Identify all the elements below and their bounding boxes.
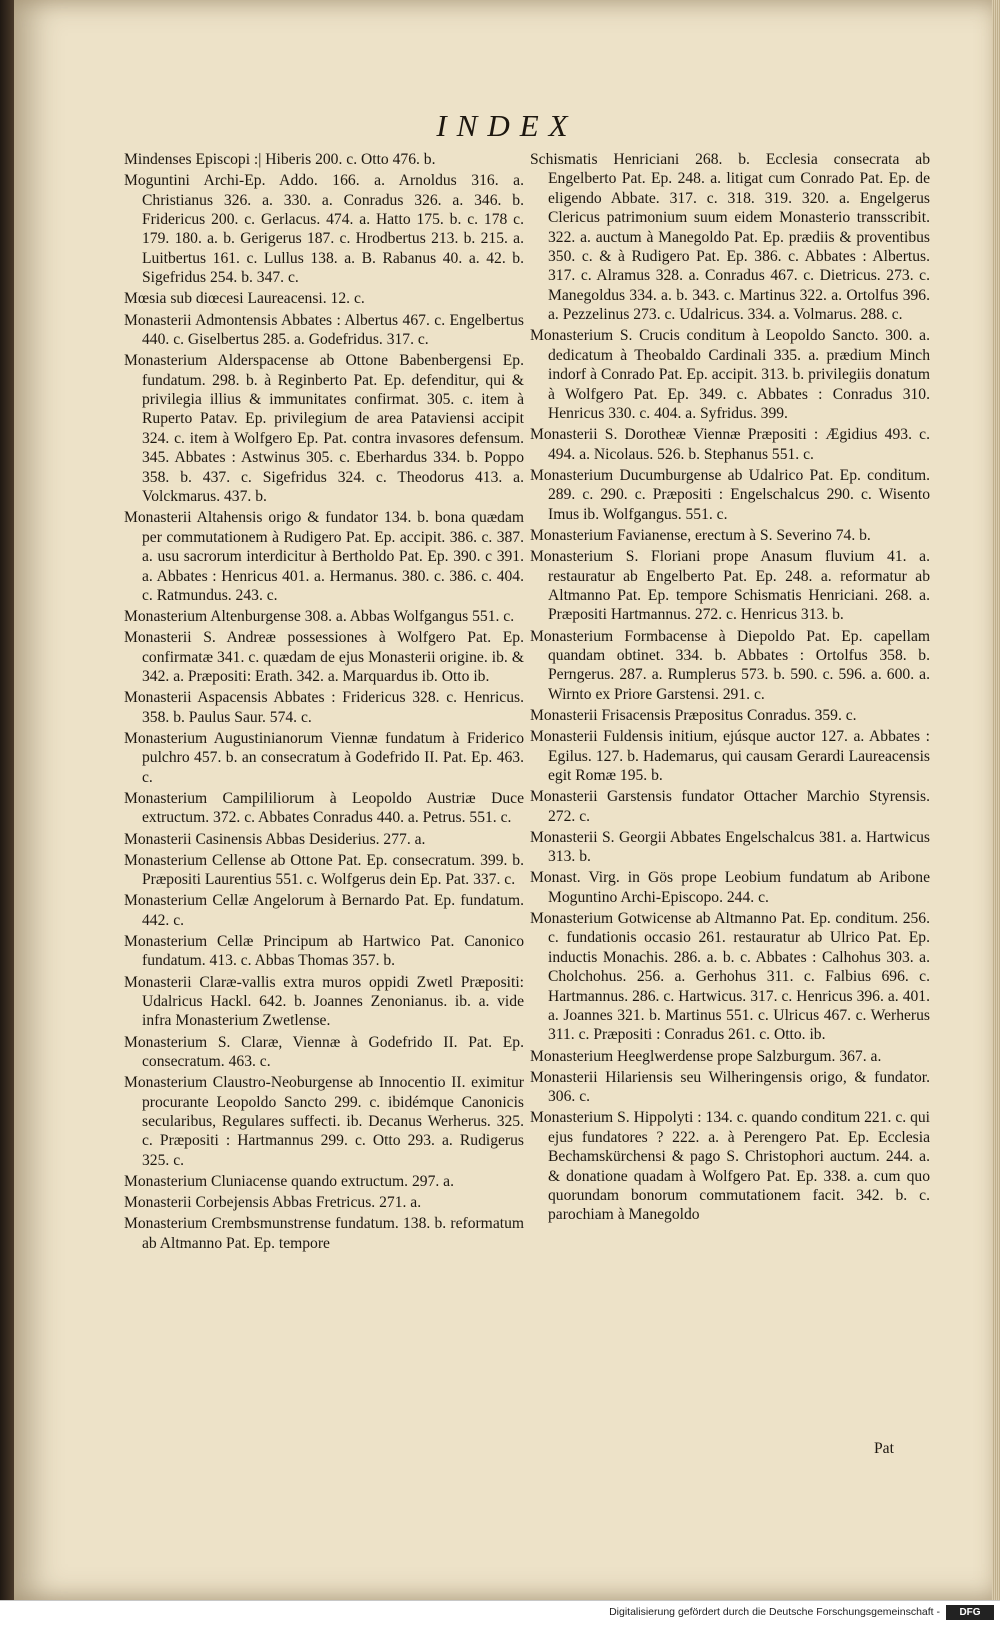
index-entry: Monasterium Gotwicense ab Altmanno Pat. Ep. conditum. 256. c. fundationis occasio 261. restauratur ab Ulrico Pat. Ep. inductis Monachis. 286. a. b. c. Abbates : Calhohus 303. a. Cholchohus. 256. a. Gerhohus 311. c. Falbius 696. c. Hartmannus. 286. c. Hartwicus. 317. c. Henricus 396. a. 401. a. Joannes 321. b. Martinus 551. c. Ulricus 467. c. Werherus 311. c. Præpositi : Conradus 261. c. Otto. ib. [530,910,930,1044]
funding-credit: Digitalisierung gefördert durch die Deutsche Forschungsgemeinschaft - [609,1606,940,1618]
index-entry: Monasterii Corbejensis Abbas Fretricus. 271. a. [124,1194,422,1212]
index-entry: Mindenses Episcopi :| Hiberis 200. c. Otto 476. b. [124,151,436,168]
index-entry: Monasterium Ducumburgense ab Udalrico Pat. Ep. conditum. 289. c. 290. c. Præpositi : Engelschalcus 290. c. Wisento Imus ib. Wolfgangus. 551. c. [530,466,930,523]
index-entry: Monasterii Altahensis origo & fundator 134. b. bona quædam per commutationem à Rudigero Pat. Ep. accipit. 386. c. 387. a. usu sacrorum interdicitur à Bertholdo Pat. Ep. 390. c 391. a. Abbates : Henricus 401. a. Hermanus. 380. c. 386. c. 404. c. Ratmundus. 243. c. [124,509,524,604]
index-entry: Monasterium Heeglwerdense prope Salzburgum. 367. a. [530,1047,882,1065]
running-header: INDEX [436,108,578,143]
index-entry: Monasterium S. Crucis conditum à Leopoldo Sancto. 300. a. dedicatum à Theobaldo Cardinali 335. a. prædium Minch indorf à Conrado Pat. Ep. accipit. 313. b. privilegiis donatum à Wolfgero Pat. Ep. 349. c. Abbates : Conradus 310. Henricus 330. c. 404. a. Syfridus. 399. [530,327,930,423]
index-entry: Monasterium Cluniacense quando extructum. 297. a. [124,1173,454,1191]
index-entry: Monasterii Casinensis Abbas Desiderius. 277. a. [124,830,426,848]
index-column-right [530,150,930,1227]
index-entry: Monasterii Admontensis Abbates : Albertus 467. c. Engelbertus 440. c. Giselbertus 285. a. Godefridus. 317. c. [124,311,524,349]
index-entry: Moguntini Archi-Ep. Addo. 166. a. Arnoldus 316. a. Christianus 326. a. 330. a. Conradus 326. a. 346. b. Fridericus 200. c. Gerlacus. 474. a. Hatto 175. b. c. 178 c. 179. 180. a. b. Gerigerus 187. c. Hrodbertus 213. b. 215. a. Luitbertus 161. c. Lullus 138. a. B. Rabanus 40. a. 42. b. Sigefridus 254. b. 347. c. [124,172,524,287]
index-entry: Monasterium Campililiorum à Leopoldo Austriæ Duce extructum. 372. c. Abbates Conradus 440. a. Petrus. 551. c. [124,789,524,827]
index-entry: Monasterii S. Georgii Abbates Engelschalcus 381. a. Hartwicus 313. b. [530,828,930,866]
index-entry: Monasterium Favianense, erectum à S. Severino 74. b. [530,526,871,544]
index-entry: Monasterii Aspacensis Abbates : Fridericus 328. c. Henricus. 358. b. Paulus Saur. 574. c. [124,689,524,726]
index-entry: Monasterium Augustinianorum Viennæ fundatum à Friderico pulchro 457. b. an consecratum à Godefrido II. Pat. Ep. 463. c. [124,729,524,786]
index-entry: Monasterium Cellense ab Ottone Pat. Ep. consecratum. 399. b. Præpositi Laurentius 551. c. Wolfgerus dein Ep. Pat. 337. c. [124,851,524,889]
index-entry: Monasterii Claræ-vallis extra muros oppidi Zwetl Præpositi: Udalricus Hackl. 642. b. Joannes Zenonianus. ib. a. vide infra Monasterium Zwetlense. [124,973,524,1030]
index-entry: Monasterium S. Floriani prope Anasum fluvium 41. a. restauratur ab Engelberto Pat. Ep. 248. a. reformatur ab Altmanno Pat. Ep. tempore Schismatis Henriciani. 268. a. Præpositi Hartmannus. 272. c. Henricus 313. b. [530,548,930,624]
index-entry: Monasterii Hilariensis seu Wilheringensis origo, & fundator. 306. c. [530,1068,930,1106]
book-spine-edge [0,0,14,1600]
index-entry: Monasterii Fuldensis initium, ejúsque auctor 127. a. Abbates : Egilus. 127. b. Hademarus, qui causam Gerardi Laureacensis egit Romæ 195. b. [530,728,930,784]
index-column-left [124,150,524,1255]
index-entry: Monasterium Claustro-Neoburgense ab Innocentio II. eximitur procurante Leopoldo Sancto 299. c. ibidémque Canonicis secularibus, Regulares suffecti. ib. Decanus Werherus. 325. c. Præpositi : Hartmannus 299. c. Otto 293. a. Rudigerus 325. c. [124,1074,524,1169]
index-entry: Monasterium S. Hippolyti : 134. c. quando conditum 221. c. qui ejus fundatores ? 222. a. à Perengero Pat. Ep. Ecclesia Bechamskürchensi & pago S. Christophori auctum. 244. a. & donatione quadam à Wolfgero Pat. Ep. 338. a. cum quo quorundam bonorum commutationem facit. 342. b. c. parochiam à Manegoldo [530,1109,930,1224]
index-entry: Monasterii S. Andreæ possessiones à Wolfgero Pat. Ep. confirmatæ 341. c. quædam de ejus Monasterii origine. ib. & 342. a. Præpositi: Erath. 342. a. Marquardus ib. Otto ib. [124,629,524,686]
book-page [14,0,1000,1600]
catchword: Pat [874,1440,894,1457]
index-entry: Schismatis Henriciani 268. b. Ecclesia consecrata ab Engelberto Pat. Ep. 248. a. litigat cum Conrado Pat. Ep. de eligendo Abbate. 317. c. 318. 319. 320. a. Engelgerus Clericus patrimonium suum eidem Monasterio transscribit. 322. a. auctum à Manegoldo Pat. Ep. prædiis & proventibus 350. c. & à Rudigero Pat. Ep. 386. c. Abbates : Albertus. 317. c. Alramus 328. a. Conradus 467. c. Dietricus. 273. c. Manegoldus 334. a. b. 343. c. Martinus 322. a. Ortolfus 396. a. Pezzelinus 273. c. Udalricus. 334. a. Volmarus. 288. c. [530,151,930,324]
index-entry: Monasterium Altenburgense 308. a. Abbas Wolfgangus 551. c. [124,608,515,626]
index-entry: Monasterii Garstensis fundator Ottacher Marchio Styrensis. 272. c. [530,788,930,825]
dfg-logo-icon: DFG [946,1605,994,1620]
index-entry: Monasterii S. Dorotheæ Viennæ Præpositi : Ægidius 493. c. 494. a. Nicolaus. 526. b. Stephanus 551. c. [530,426,930,463]
index-entry: Monasterium Alderspacense ab Ottone Babenbergensi Ep. fundatum. 298. b. à Reginberto Pat. Ep. defenditur, qui & privilegia illius & immunitates confirmat. 305. c. item à Ruperto Patav. Ep. privilegium de area Pataviensi accipit 324. c. item à Wolfgero Ep. Pat. contra invasores defensum. 345. Abbates : Astwinus 305. c. Eberhardus 334. b. Poppo 358. b. 437. c. Sigefridus 324. c. Theodorus 413. a. Volckmarus. 437. b. [124,352,524,506]
index-entry: Monast. Virg. in Gös prope Leobium fundatum ab Aribone Moguntino Archi-Episcopo. 244. c. [530,869,930,906]
index-entry: Monasterium Formbacense à Diepoldo Pat. Ep. capellam quandam obtinet. 334. b. Abbates : Ortolfus 358. b. Perngerus. 287. a. Rumplerus 573. b. 590. c. 596. a. 600. a. Wirnto ex Priore Garstensi. 291. c. [530,627,930,703]
digitization-footer [0,1600,1000,1625]
index-entry: Monasterium S. Claræ, Viennæ à Godefrido II. Pat. Ep. consecratum. 463. c. [124,1033,524,1071]
index-entry: Monasterium Cellæ Principum ab Hartwico Pat. Canonico fundatum. 413. c. Abbas Thomas 357. b. [124,933,524,970]
page-fore-edge [992,0,1000,1600]
index-entry: Monasterium Crembsmunstrense fundatum. 138. b. reformatum ab Altmanno Pat. Ep. tempore [124,1215,524,1252]
index-entry: Monasterii Frisacensis Præpositus Conradus. 359. c. [530,706,857,724]
index-entry: Mœsia sub diœcesi Laureacensi. 12. c. [124,290,365,308]
index-entry: Monasterium Cellæ Angelorum à Bernardo Pat. Ep. fundatum. 442. c. [124,892,524,929]
